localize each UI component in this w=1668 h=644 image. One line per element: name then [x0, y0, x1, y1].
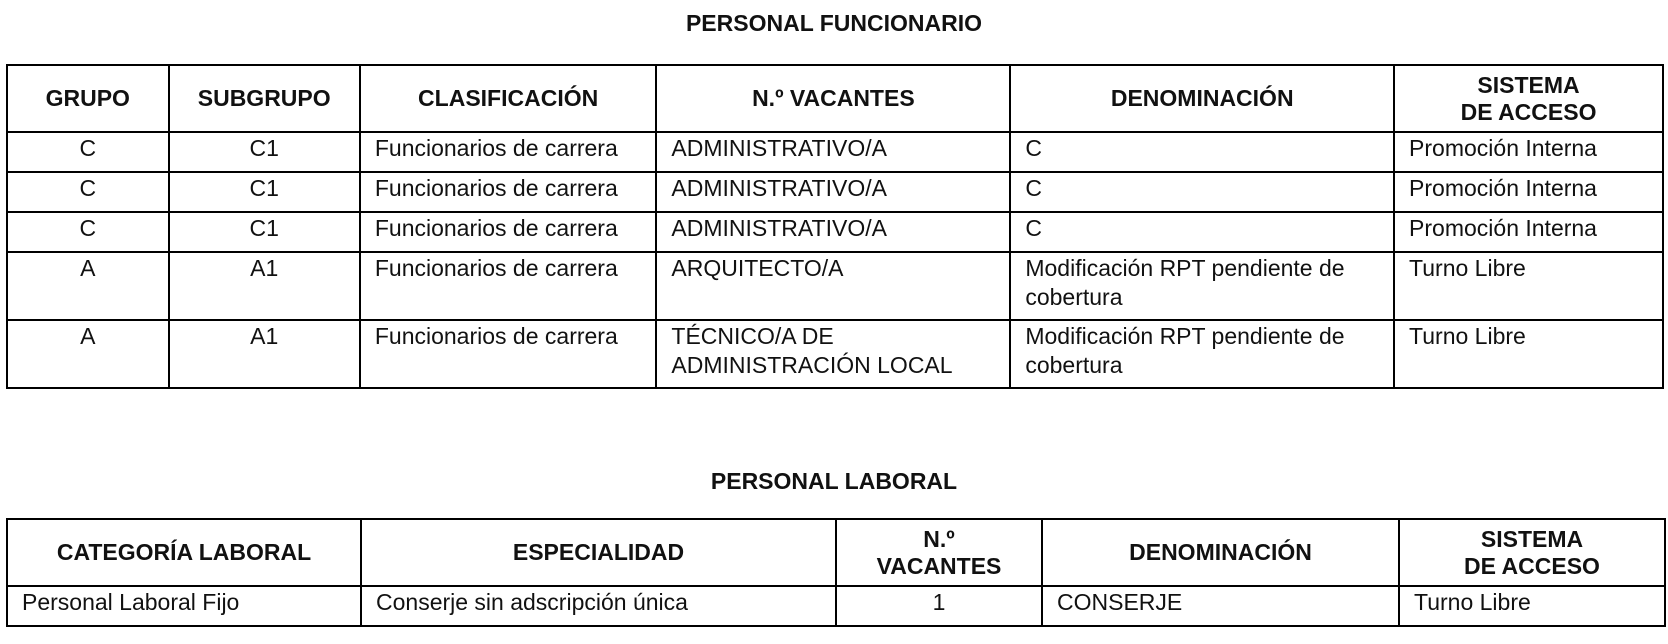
cell-denominacion: CONSERJE	[1042, 586, 1399, 626]
table-row	[7, 320, 1663, 388]
header-vacantes	[836, 519, 1042, 586]
cell-denominacion-line1: Modificación RPT pendiente de	[1025, 323, 1345, 349]
cell-vacantes: ADMINISTRATIVO/A	[656, 132, 1010, 172]
section-title-personal-laboral: PERSONAL LABORAL	[710, 468, 958, 494]
table-row	[7, 252, 1663, 320]
cell-denominacion: C	[1010, 212, 1394, 252]
cell-grupo: A	[7, 320, 169, 388]
cell-clasificacion: Funcionarios de carrera	[360, 212, 657, 252]
cell-categoria: Personal Laboral Fijo	[7, 586, 361, 626]
cell-subgrupo: A1	[169, 320, 360, 388]
personal-laboral-table	[6, 518, 1666, 627]
cell-vacantes-line1: TÉCNICO/A DE	[671, 323, 834, 349]
cell-sistema: Turno Libre	[1399, 586, 1665, 626]
cell-sistema: Turno Libre	[1394, 320, 1663, 388]
section-title-personal-funcionario: PERSONAL FUNCIONARIO	[685, 10, 983, 36]
cell-vacantes-line2: ADMINISTRACIÓN LOCAL	[671, 352, 953, 378]
cell-clasificacion: Funcionarios de carrera	[360, 252, 657, 320]
cell-grupo: C	[7, 132, 169, 172]
header-sistema-line2: DE ACCESO	[1460, 98, 1597, 125]
cell-grupo: C	[7, 172, 169, 212]
header-sistema-acceso	[1394, 65, 1663, 132]
cell-denominacion-line2: cobertura	[1025, 352, 1123, 378]
header-sistema-acceso	[1399, 519, 1665, 586]
header-vacantes: N.º VACANTES	[656, 65, 1010, 132]
cell-vacantes	[656, 320, 1010, 388]
cell-denominacion	[1010, 252, 1394, 320]
cell-vacantes: ADMINISTRATIVO/A	[656, 212, 1010, 252]
cell-denominacion: C	[1010, 172, 1394, 212]
cell-vacantes: ARQUITECTO/A	[656, 252, 1010, 320]
cell-clasificacion: Funcionarios de carrera	[360, 172, 657, 212]
personal-funcionario-table	[6, 64, 1664, 389]
cell-grupo: A	[7, 252, 169, 320]
header-sistema-line1: SISTEMA	[1477, 71, 1580, 98]
cell-sistema: Promoción Interna	[1394, 212, 1663, 252]
header-vacantes-line1: N.º	[923, 525, 955, 552]
cell-subgrupo: C1	[169, 132, 360, 172]
cell-denominacion-line1: Modificación RPT pendiente de	[1025, 255, 1345, 281]
cell-sistema: Promoción Interna	[1394, 172, 1663, 212]
cell-subgrupo: C1	[169, 212, 360, 252]
cell-sistema: Turno Libre	[1394, 252, 1663, 320]
header-sistema-line2: DE ACCESO	[1464, 552, 1600, 579]
cell-denominacion-line2: cobertura	[1025, 284, 1123, 310]
table-row	[7, 172, 1663, 212]
header-subgrupo: SUBGRUPO	[169, 65, 360, 132]
header-sistema-line1: SISTEMA	[1480, 525, 1584, 552]
cell-sistema: Promoción Interna	[1394, 132, 1663, 172]
header-vacantes-line2: VACANTES	[876, 552, 1002, 579]
cell-clasificacion: Funcionarios de carrera	[360, 132, 657, 172]
cell-denominacion	[1010, 320, 1394, 388]
cell-vacantes: ADMINISTRATIVO/A	[656, 172, 1010, 212]
table-row	[7, 132, 1663, 172]
header-especialidad: ESPECIALIDAD	[361, 519, 836, 586]
table-row	[7, 586, 1665, 626]
header-categoria-laboral: CATEGORÍA LABORAL	[7, 519, 361, 586]
header-denominacion: DENOMINACIÓN	[1010, 65, 1394, 132]
header-row	[7, 519, 1665, 586]
cell-grupo: C	[7, 212, 169, 252]
cell-denominacion: C	[1010, 132, 1394, 172]
cell-vacantes: 1	[836, 586, 1042, 626]
header-denominacion: DENOMINACIÓN	[1042, 519, 1399, 586]
header-clasificacion: CLASIFICACIÓN	[360, 65, 657, 132]
table-row	[7, 212, 1663, 252]
header-grupo: GRUPO	[7, 65, 169, 132]
cell-subgrupo: A1	[169, 252, 360, 320]
cell-clasificacion: Funcionarios de carrera	[360, 320, 657, 388]
cell-especialidad: Conserje sin adscripción única	[361, 586, 836, 626]
header-row	[7, 65, 1663, 132]
cell-subgrupo: C1	[169, 172, 360, 212]
